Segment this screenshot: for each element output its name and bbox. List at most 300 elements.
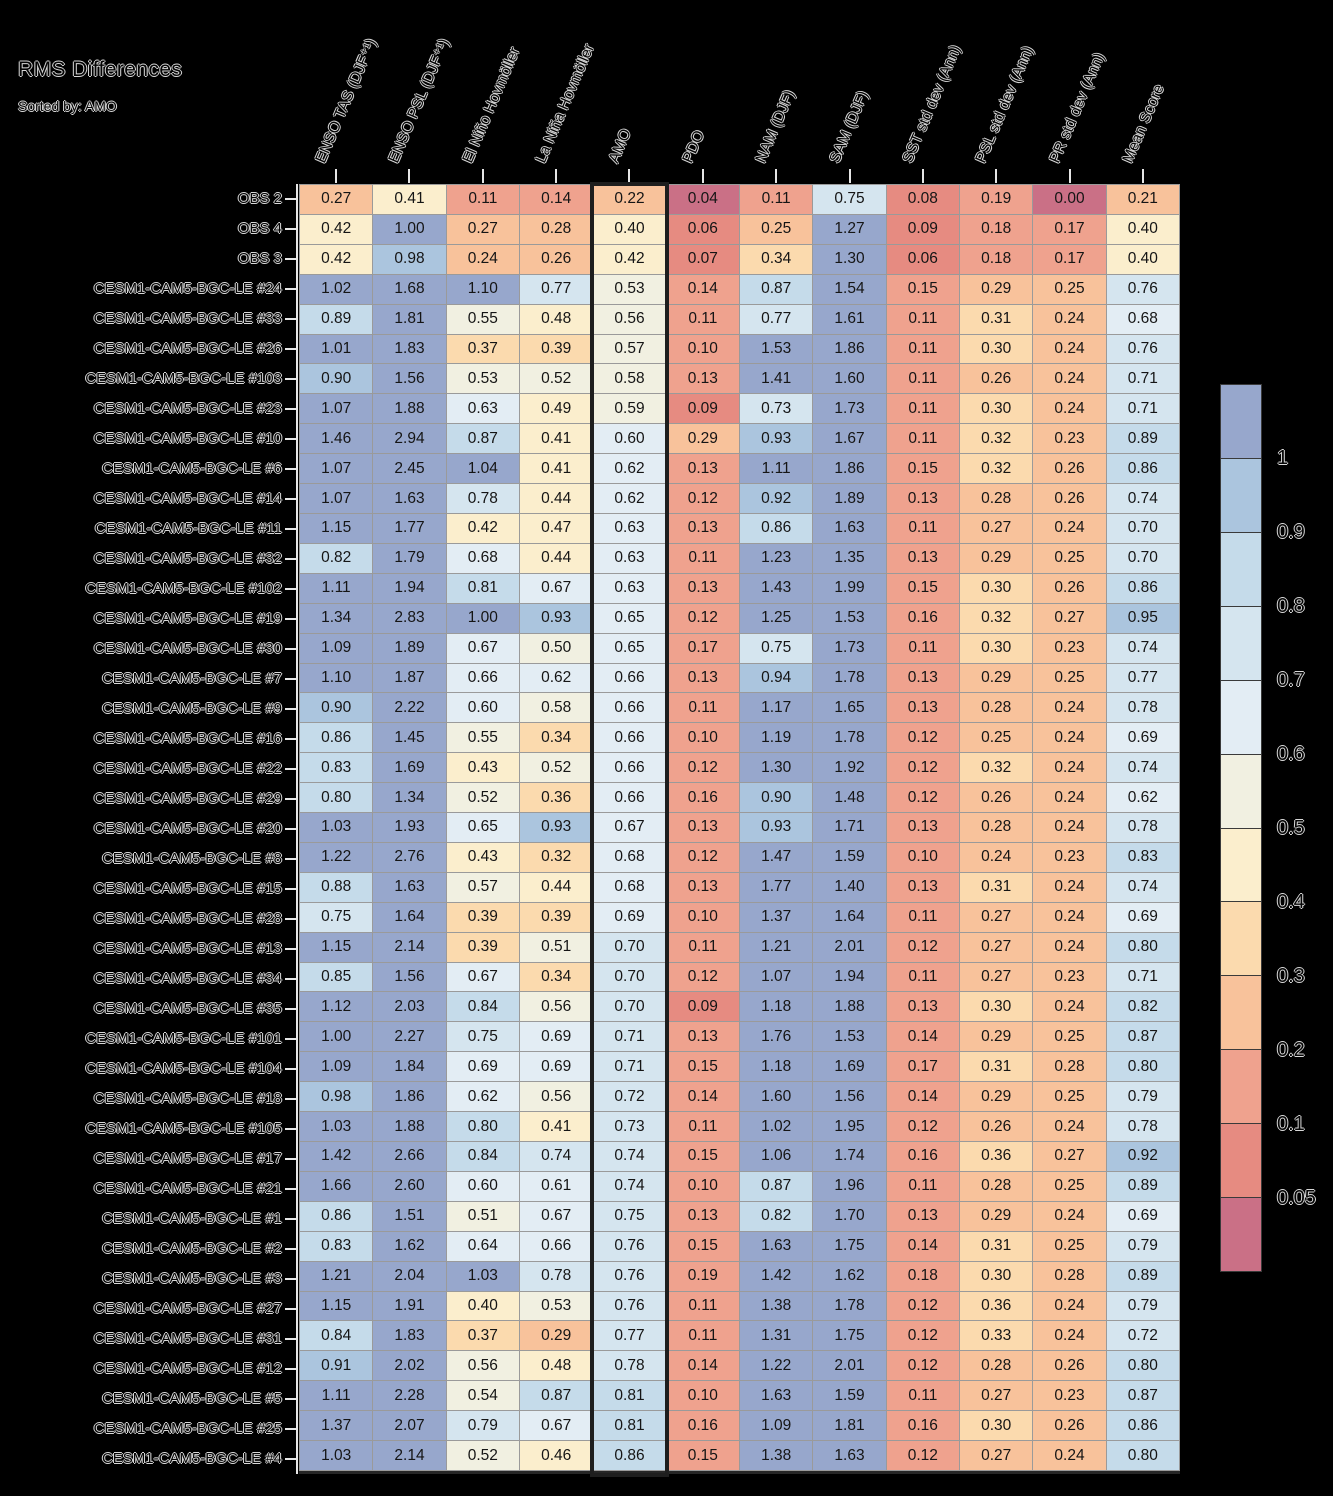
heatmap-cell: 0.86 [593,1441,665,1470]
heatmap-cell: 0.82 [300,544,372,573]
heatmap-cell: 0.87 [740,1172,812,1201]
heatmap-cell: 0.86 [1107,1411,1179,1440]
row-label: CESM1-CAM5-BGC-LE #4 [101,1450,282,1467]
heatmap-cell: 1.63 [740,1232,812,1261]
heatmap-cell: 0.15 [887,275,959,304]
heatmap-cell: 0.13 [667,873,739,902]
heatmap-cell: 0.11 [667,1292,739,1321]
heatmap-cell: 2.14 [373,1441,445,1470]
row-tick-mark [285,648,296,650]
heatmap-cell: 1.67 [813,424,885,453]
heatmap-cell: 0.24 [1033,1441,1105,1470]
heatmap-cell: 0.32 [960,424,1032,453]
column-header-label: NAM (DJF) [752,87,799,166]
heatmap-cell: 0.62 [593,484,665,513]
heatmap-cell: 0.14 [887,1022,959,1051]
heatmap-cell: 0.79 [447,1411,519,1440]
heatmap-cell: 0.14 [887,1082,959,1111]
column-header-label: PR std dev (Ann) [1046,50,1109,166]
heatmap-cell: 0.70 [1107,514,1179,543]
heatmap-cell: 0.66 [593,753,665,782]
heatmap-cell: 0.75 [593,1202,665,1231]
row-tick-mark [285,1308,296,1310]
heatmap-cell: 0.29 [960,1082,1032,1111]
heatmap-cell: 0.80 [1107,933,1179,962]
heatmap-cell: 2.60 [373,1172,445,1201]
heatmap-cell: 1.41 [740,364,812,393]
heatmap-cell: 0.71 [1107,394,1179,423]
colorbar-tick-label: 0.3 [1277,965,1305,987]
heatmap-cell: 0.13 [667,454,739,483]
row-tick-mark [285,498,296,500]
heatmap-cell: 0.58 [520,693,592,722]
heatmap-cell: 0.13 [667,664,739,693]
heatmap-cell: 0.23 [1033,1381,1105,1410]
heatmap-cell: 0.57 [447,873,519,902]
heatmap-cell: 1.47 [740,843,812,872]
colorbar-tick-label: 1 [1277,447,1289,469]
heatmap-cell: 1.63 [373,484,445,513]
heatmap-cell: 0.16 [887,1142,959,1171]
heatmap-cell: 1.30 [740,753,812,782]
heatmap-cell: 0.24 [1033,1292,1105,1321]
row-tick-mark [285,828,296,830]
heatmap-cell: 0.11 [887,1381,959,1410]
row-tick-mark [285,1428,296,1430]
row-tick-mark [285,468,296,470]
heatmap-cell: 0.86 [1107,454,1179,483]
heatmap-cell: 0.09 [887,215,959,244]
colorbar-segment [1221,1050,1261,1124]
colorbar-segment [1221,755,1261,829]
heatmap-cell: 0.24 [1033,783,1105,812]
heatmap-cell: 0.26 [520,245,592,274]
heatmap-cell: 0.33 [960,1321,1032,1350]
heatmap-cell: 0.30 [960,1262,1032,1291]
heatmap-cell: 1.65 [813,693,885,722]
row-tick-mark [285,318,296,320]
heatmap-cell: 1.48 [813,783,885,812]
row-tick-mark [285,558,296,560]
heatmap-cell: 0.09 [667,992,739,1021]
heatmap-cell: 1.21 [300,1262,372,1291]
heatmap-cell: 0.26 [1033,1351,1105,1380]
heatmap-cell: 1.22 [740,1351,812,1380]
heatmap-cell: 0.32 [960,604,1032,633]
heatmap-cell: 0.66 [593,723,665,752]
heatmap-cell: 0.30 [960,992,1032,1021]
row-label: CESM1-CAM5-BGC-LE #33 [93,310,282,327]
heatmap-cell: 2.14 [373,933,445,962]
heatmap-cell: 0.78 [1107,693,1179,722]
heatmap-cell: 1.78 [813,664,885,693]
heatmap-cell: 0.08 [887,185,959,214]
heatmap-cell: 1.74 [813,1142,885,1171]
heatmap-cell: 1.88 [373,1112,445,1141]
row-tick-mark [285,1128,296,1130]
heatmap-cell: 1.42 [740,1262,812,1291]
heatmap-cell: 0.14 [667,275,739,304]
heatmap-cell: 0.63 [593,514,665,543]
colorbar-tick-label: 0.05 [1277,1187,1316,1209]
heatmap-cell: 0.13 [887,1202,959,1231]
heatmap-cell: 0.98 [373,245,445,274]
heatmap-cell: 0.69 [1107,1202,1179,1231]
heatmap-cell: 0.82 [1107,992,1179,1021]
heatmap-cell: 0.67 [447,634,519,663]
heatmap-cell: 1.59 [813,843,885,872]
heatmap-cell: 1.51 [373,1202,445,1231]
row-tick-mark [285,1098,296,1100]
heatmap-cell: 0.18 [887,1262,959,1291]
heatmap-cell: 1.89 [373,634,445,663]
heatmap-cell: 0.74 [520,1142,592,1171]
heatmap-cell: 0.44 [520,873,592,902]
heatmap-cell: 1.79 [373,544,445,573]
heatmap-cell: 1.45 [373,723,445,752]
colorbar-tick-label: 0.1 [1277,1113,1305,1135]
heatmap-cell: 1.15 [300,933,372,962]
heatmap-cell: 1.69 [813,1052,885,1081]
heatmap-cell: 0.85 [300,963,372,992]
row-tick-mark [285,228,296,230]
heatmap-cell: 0.28 [960,693,1032,722]
heatmap-cell: 1.60 [740,1082,812,1111]
heatmap-cell: 0.36 [960,1292,1032,1321]
heatmap-cell: 0.95 [1107,604,1179,633]
heatmap-cell: 0.78 [520,1262,592,1291]
row-label: OBS 3 [237,250,282,267]
heatmap-cell: 1.68 [373,275,445,304]
heatmap-cell: 0.43 [447,843,519,872]
row-tick-mark [285,1158,296,1160]
heatmap-cell: 0.74 [1107,753,1179,782]
row-label: CESM1-CAM5-BGC-LE #101 [85,1030,282,1047]
heatmap-cell: 0.83 [1107,843,1179,872]
heatmap-cell: 0.28 [960,813,1032,842]
heatmap-cell: 0.24 [1033,813,1105,842]
heatmap-cell: 0.11 [447,185,519,214]
heatmap-cell: 0.29 [960,275,1032,304]
heatmap-cell: 0.30 [960,394,1032,423]
heatmap-cell: 0.52 [520,753,592,782]
heatmap-cell: 0.27 [960,1381,1032,1410]
heatmap-cell: 0.79 [1107,1232,1179,1261]
heatmap-cell: 0.17 [1033,245,1105,274]
heatmap-cell: 1.86 [813,335,885,364]
heatmap-cell: 0.67 [520,574,592,603]
row-tick-mark [285,918,296,920]
heatmap-cell: 0.42 [447,514,519,543]
heatmap-cell: 0.56 [447,1351,519,1380]
heatmap-cell: 1.11 [300,574,372,603]
heatmap-cell: 1.11 [300,1381,372,1410]
heatmap-cell: 0.31 [960,873,1032,902]
heatmap-cell: 0.62 [1107,783,1179,812]
heatmap-cell: 1.69 [373,753,445,782]
heatmap-cell: 0.24 [1033,753,1105,782]
heatmap-cell: 0.13 [887,664,959,693]
row-label: CESM1-CAM5-BGC-LE #26 [93,340,282,357]
heatmap-cell: 0.40 [1107,245,1179,274]
heatmap-cell: 1.63 [373,873,445,902]
heatmap-cell: 0.13 [887,484,959,513]
heatmap-cell: 0.37 [447,335,519,364]
heatmap-cell: 0.13 [667,574,739,603]
heatmap-cell: 0.23 [1033,634,1105,663]
heatmap-cell: 0.41 [520,454,592,483]
heatmap-cell: 2.01 [813,933,885,962]
heatmap-cell: 0.80 [1107,1441,1179,1470]
column-tick-mark [702,169,704,183]
heatmap-cell: 0.80 [1107,1052,1179,1081]
heatmap-cell: 0.13 [887,992,959,1021]
heatmap-cell: 0.12 [887,1321,959,1350]
heatmap-cell: 1.60 [813,364,885,393]
heatmap-cell: 0.39 [447,903,519,932]
heatmap-cell: 0.52 [447,783,519,812]
heatmap-cell: 0.76 [593,1232,665,1261]
heatmap-cell: 0.27 [960,963,1032,992]
heatmap-cell: 0.13 [887,873,959,902]
heatmap-cell: 0.90 [740,783,812,812]
heatmap-cell: 0.64 [447,1232,519,1261]
column-header-label: La Niña Hovmöller [532,41,598,166]
heatmap-cell: 0.15 [667,1232,739,1261]
heatmap-cell: 1.59 [813,1381,885,1410]
row-label: CESM1-CAM5-BGC-LE #13 [93,940,282,957]
row-label: CESM1-CAM5-BGC-LE #11 [94,520,282,537]
heatmap-cell: 0.19 [960,185,1032,214]
heatmap-cell: 0.13 [887,813,959,842]
row-label: CESM1-CAM5-BGC-LE #19 [93,610,282,627]
heatmap-cell: 0.92 [1107,1142,1179,1171]
heatmap-cell: 0.15 [887,454,959,483]
heatmap-cell: 0.30 [960,335,1032,364]
heatmap-cell: 0.12 [887,723,959,752]
heatmap-cell: 0.66 [520,1232,592,1261]
heatmap-cell: 1.78 [813,1292,885,1321]
heatmap-cell: 0.24 [1033,364,1105,393]
row-label: CESM1-CAM5-BGC-LE #23 [93,400,282,417]
row-tick-mark [285,978,296,980]
sort-annotation: Sorted by: AMO [18,98,117,114]
heatmap-cell: 0.12 [887,783,959,812]
row-label: OBS 2 [237,190,282,207]
heatmap-cell: 0.93 [520,604,592,633]
heatmap-cell: 0.11 [887,634,959,663]
heatmap-cell: 1.03 [447,1262,519,1291]
heatmap-cell: 2.28 [373,1381,445,1410]
heatmap-cell: 0.13 [667,1202,739,1231]
heatmap-cell: 0.69 [593,903,665,932]
heatmap-cell: 1.88 [813,992,885,1021]
heatmap-cell: 2.03 [373,992,445,1021]
heatmap-cell: 0.15 [887,574,959,603]
heatmap-cell: 0.24 [1033,394,1105,423]
heatmap-cell: 0.29 [960,1202,1032,1231]
heatmap-cell: 0.18 [960,215,1032,244]
heatmap-cell: 1.93 [373,813,445,842]
heatmap-cell: 1.22 [300,843,372,872]
row-label: CESM1-CAM5-BGC-LE #35 [93,1000,282,1017]
heatmap-cell: 0.65 [593,604,665,633]
heatmap-cell: 0.48 [520,1351,592,1380]
column-tick-mark [408,169,410,183]
heatmap-cell: 2.22 [373,693,445,722]
heatmap-cell: 1.10 [300,664,372,693]
heatmap-cell: 1.76 [740,1022,812,1051]
heatmap-cell: 0.32 [520,843,592,872]
heatmap-cell: 0.87 [740,275,812,304]
colorbar-segment [1221,1198,1261,1271]
row-label: CESM1-CAM5-BGC-LE #1 [101,1210,282,1227]
heatmap-cell: 0.12 [887,1351,959,1380]
heatmap-cell: 1.77 [373,514,445,543]
heatmap-cell: 1.89 [813,484,885,513]
row-tick-mark [285,1398,296,1400]
column-header-label: AMO [605,126,636,166]
heatmap-cell: 0.94 [740,664,812,693]
heatmap-cell: 0.26 [1033,484,1105,513]
heatmap-cell: 0.25 [1033,1172,1105,1201]
heatmap-cell: 0.24 [1033,992,1105,1021]
heatmap-cell: 1.94 [373,574,445,603]
heatmap-cell: 0.15 [667,1052,739,1081]
heatmap-cell: 0.73 [593,1112,665,1141]
heatmap-cell: 0.86 [300,1202,372,1231]
row-label: CESM1-CAM5-BGC-LE #20 [93,820,282,837]
column-header-label: ENSO PSL (DJF⁺¹) [385,36,454,166]
heatmap-cell: 0.80 [447,1112,519,1141]
row-label: CESM1-CAM5-BGC-LE #34 [93,970,282,987]
heatmap-cell: 1.81 [813,1411,885,1440]
heatmap-cell: 0.17 [667,634,739,663]
heatmap-cell: 0.44 [520,484,592,513]
heatmap-cell: 0.17 [1033,215,1105,244]
heatmap-cell: 0.69 [447,1052,519,1081]
heatmap-cell: 0.11 [887,364,959,393]
heatmap-cell: 1.11 [740,454,812,483]
heatmap-cell: 0.12 [887,1292,959,1321]
heatmap-cell: 0.41 [520,1112,592,1141]
heatmap-cell: 0.84 [447,992,519,1021]
heatmap-cell: 0.78 [1107,813,1179,842]
row-tick-mark [285,258,296,260]
column-header-label: El Niño Hovmöller [458,44,524,166]
heatmap-cell: 0.12 [887,933,959,962]
heatmap-cell: 0.84 [300,1321,372,1350]
heatmap-cell: 0.68 [593,843,665,872]
column-tick-mark [775,169,777,183]
row-tick-mark [285,588,296,590]
heatmap-cell: 2.76 [373,843,445,872]
heatmap-cell: 0.25 [1033,1022,1105,1051]
row-label: CESM1-CAM5-BGC-LE #27 [93,1300,282,1317]
row-tick-mark [285,858,296,860]
heatmap-cell: 0.86 [1107,574,1179,603]
heatmap-cell: 1.07 [300,484,372,513]
heatmap-cell: 0.00 [1033,185,1105,214]
row-label: CESM1-CAM5-BGC-LE #6 [101,460,282,477]
heatmap-cell: 0.24 [1033,903,1105,932]
heatmap-cell: 1.07 [300,454,372,483]
row-label: CESM1-CAM5-BGC-LE #32 [93,550,282,567]
heatmap-cell: 1.17 [740,693,812,722]
heatmap-cell: 1.53 [740,335,812,364]
heatmap-cell: 0.41 [373,185,445,214]
heatmap-cell: 1.03 [300,1112,372,1141]
heatmap-cell: 0.11 [887,335,959,364]
heatmap-cell: 0.66 [593,693,665,722]
heatmap-cell: 0.10 [667,1381,739,1410]
heatmap-cell: 1.87 [373,664,445,693]
heatmap-cell: 2.66 [373,1142,445,1171]
heatmap-cell: 1.00 [300,1022,372,1051]
heatmap-cell: 0.67 [593,813,665,842]
heatmap-cell: 1.30 [813,245,885,274]
column-tick-mark [922,169,924,183]
heatmap-cell: 0.39 [520,335,592,364]
heatmap-cell: 0.88 [300,873,372,902]
heatmap-cell: 1.73 [813,394,885,423]
heatmap-cell: 0.23 [1033,424,1105,453]
heatmap-cell: 0.36 [960,1142,1032,1171]
heatmap-cell: 0.12 [667,843,739,872]
heatmap-cell: 2.27 [373,1022,445,1051]
column-tick-mark [335,169,337,183]
heatmap-cell: 0.47 [520,514,592,543]
heatmap-cell: 0.11 [887,963,959,992]
heatmap-cell: 1.00 [447,604,519,633]
heatmap-cell: 0.61 [520,1172,592,1201]
heatmap-cell: 0.25 [1033,275,1105,304]
heatmap-cell: 0.25 [1033,1082,1105,1111]
heatmap-cell: 0.89 [1107,1262,1179,1291]
heatmap-cell: 0.09 [667,394,739,423]
heatmap-cell: 0.76 [593,1292,665,1321]
row-label: CESM1-CAM5-BGC-LE #105 [85,1120,282,1137]
heatmap-cell: 0.70 [1107,544,1179,573]
heatmap-cell: 1.75 [813,1232,885,1261]
colorbar-tick-label: 0.7 [1277,669,1305,691]
colorbar-tick-label: 0.4 [1277,891,1305,913]
row-label: CESM1-CAM5-BGC-LE #2 [101,1240,282,1257]
row-tick-mark [285,708,296,710]
heatmap-cell: 0.93 [740,813,812,842]
heatmap-cell: 0.37 [447,1321,519,1350]
row-label: CESM1-CAM5-BGC-LE #10 [93,430,282,447]
heatmap-cell: 1.38 [740,1441,812,1470]
heatmap-cell: 0.28 [960,1351,1032,1380]
heatmap-cell: 0.81 [447,574,519,603]
heatmap-cell: 0.62 [447,1082,519,1111]
heatmap-cell: 0.57 [593,335,665,364]
heatmap-cell: 0.16 [887,604,959,633]
heatmap-cell: 1.34 [373,783,445,812]
heatmap-cell: 0.69 [520,1022,592,1051]
heatmap-cell: 0.67 [520,1411,592,1440]
heatmap-cell: 0.27 [960,1441,1032,1470]
colorbar-tick-label: 0.9 [1277,521,1305,543]
row-label: CESM1-CAM5-BGC-LE #18 [93,1090,282,1107]
heatmap-cell: 0.23 [1033,963,1105,992]
heatmap-cell: 0.42 [593,245,665,274]
heatmap-cell: 1.35 [813,544,885,573]
row-label: CESM1-CAM5-BGC-LE #30 [93,640,282,657]
row-tick-mark [285,348,296,350]
heatmap-cell: 0.55 [447,305,519,334]
